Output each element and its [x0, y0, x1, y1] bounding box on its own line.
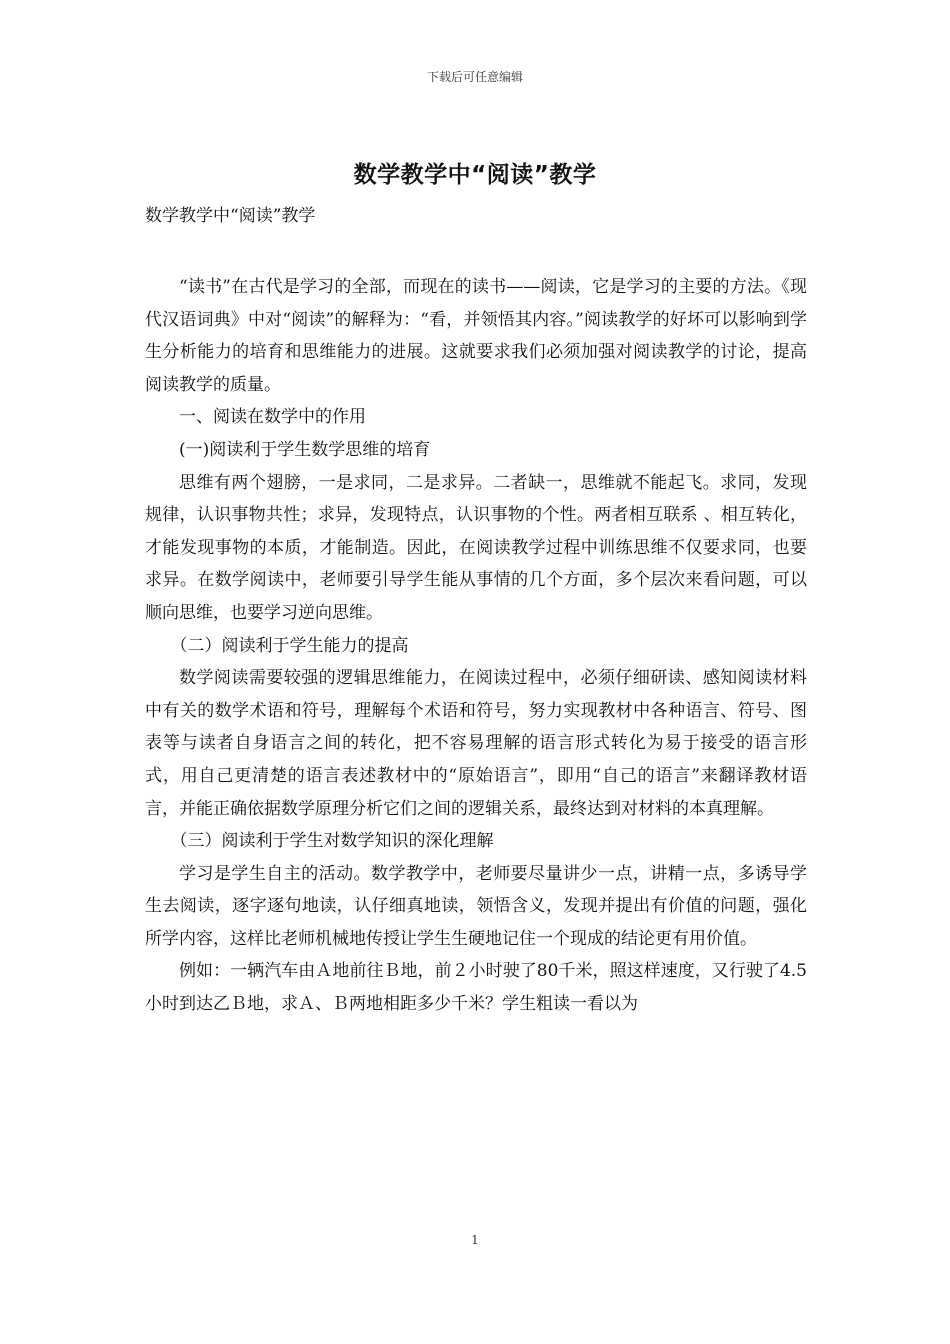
paragraph-ability: 数学阅读需要较强的逻辑思维能力，在阅读过程中，必须仔细研读、感知阅读材料中有关的数学术语和符号，理解每个术语和符号，努力实现教材中各种语言、符号、图表等与读者自身语言之间的转化，把不容易理解的语言形式转化为易于接受的语言形式，用自己更清楚的语言表述教材中的“原始语言”，即用“自己的语言”来翻译教材语言，并能正确依据数学原理分析它们之间的逻辑关系，最终达到对材料的本真理解。 — [145, 668, 807, 819]
paragraph-understanding: 学习是学生自主的活动。数学教学中，老师要尽量讲少一点，讲精一点，多诱导学生去阅读，逐字逐句地读，认仔细真地读，领悟含义，发现并提出有价值的问题，强化所学内容，这样比老师机械地传授让学生生硬地记住一个现成的结论更有用价值。 — [145, 863, 807, 949]
paragraph-example: 例如：一辆汽车由Ａ地前往Ｂ地，前２小时驶了80千米，照这样速度，又行驶了4.5小时到达乙Ｂ地，求Ａ、Ｂ两地相距多少千米？学生粗读一看以为 — [145, 961, 807, 1015]
document-body — [145, 271, 807, 1021]
page-subtitle: 数学教学中“阅读”教学 — [145, 206, 316, 226]
subsection-heading-3: （三）阅读利于学生对数学知识的深化理解 — [170, 831, 494, 852]
section-heading-1: 一、阅读在数学中的作用 — [179, 407, 366, 428]
header-note: 下载后可任意编辑 — [426, 70, 523, 84]
paragraph-intro: “读书”在古代是学习的全部，而现在的读书——阅读，它是学习的主要的方法。《现代汉语词典》中对“阅读”的解释为：“看，并领悟其内容。”阅读教学的好坏可以影响到学生分析能力的培育和思维能力的进展。这就要求我们必须加强对阅读教学的讨论，提高阅读教学的质量。 — [145, 277, 807, 395]
page-title: 数学教学中“阅读”教学 — [353, 162, 597, 188]
paragraph-thinking: 思维有两个翅膀，一是求同，二是求异。二者缺一，思维就不能起飞。求同，发现规律，认识事物共性；求异，发现特点，认识事物的个性。两者相互联系 、相互转化，才能发现事物的本质，才能制造。因此，在阅读教学过程中训练思维不仅要求同，也要求异。在数学阅读中，老师要引导学生能从事情的几个方面，多个层次来看问题，可以顺向思维，也要学习逆向思维。 — [145, 472, 807, 623]
page-number: 1 — [471, 1233, 479, 1247]
subsection-heading-2: （二）阅读利于学生能力的提高 — [170, 635, 409, 656]
subsection-heading-1: (一)阅读利于学生数学思维的培育 — [179, 439, 431, 460]
